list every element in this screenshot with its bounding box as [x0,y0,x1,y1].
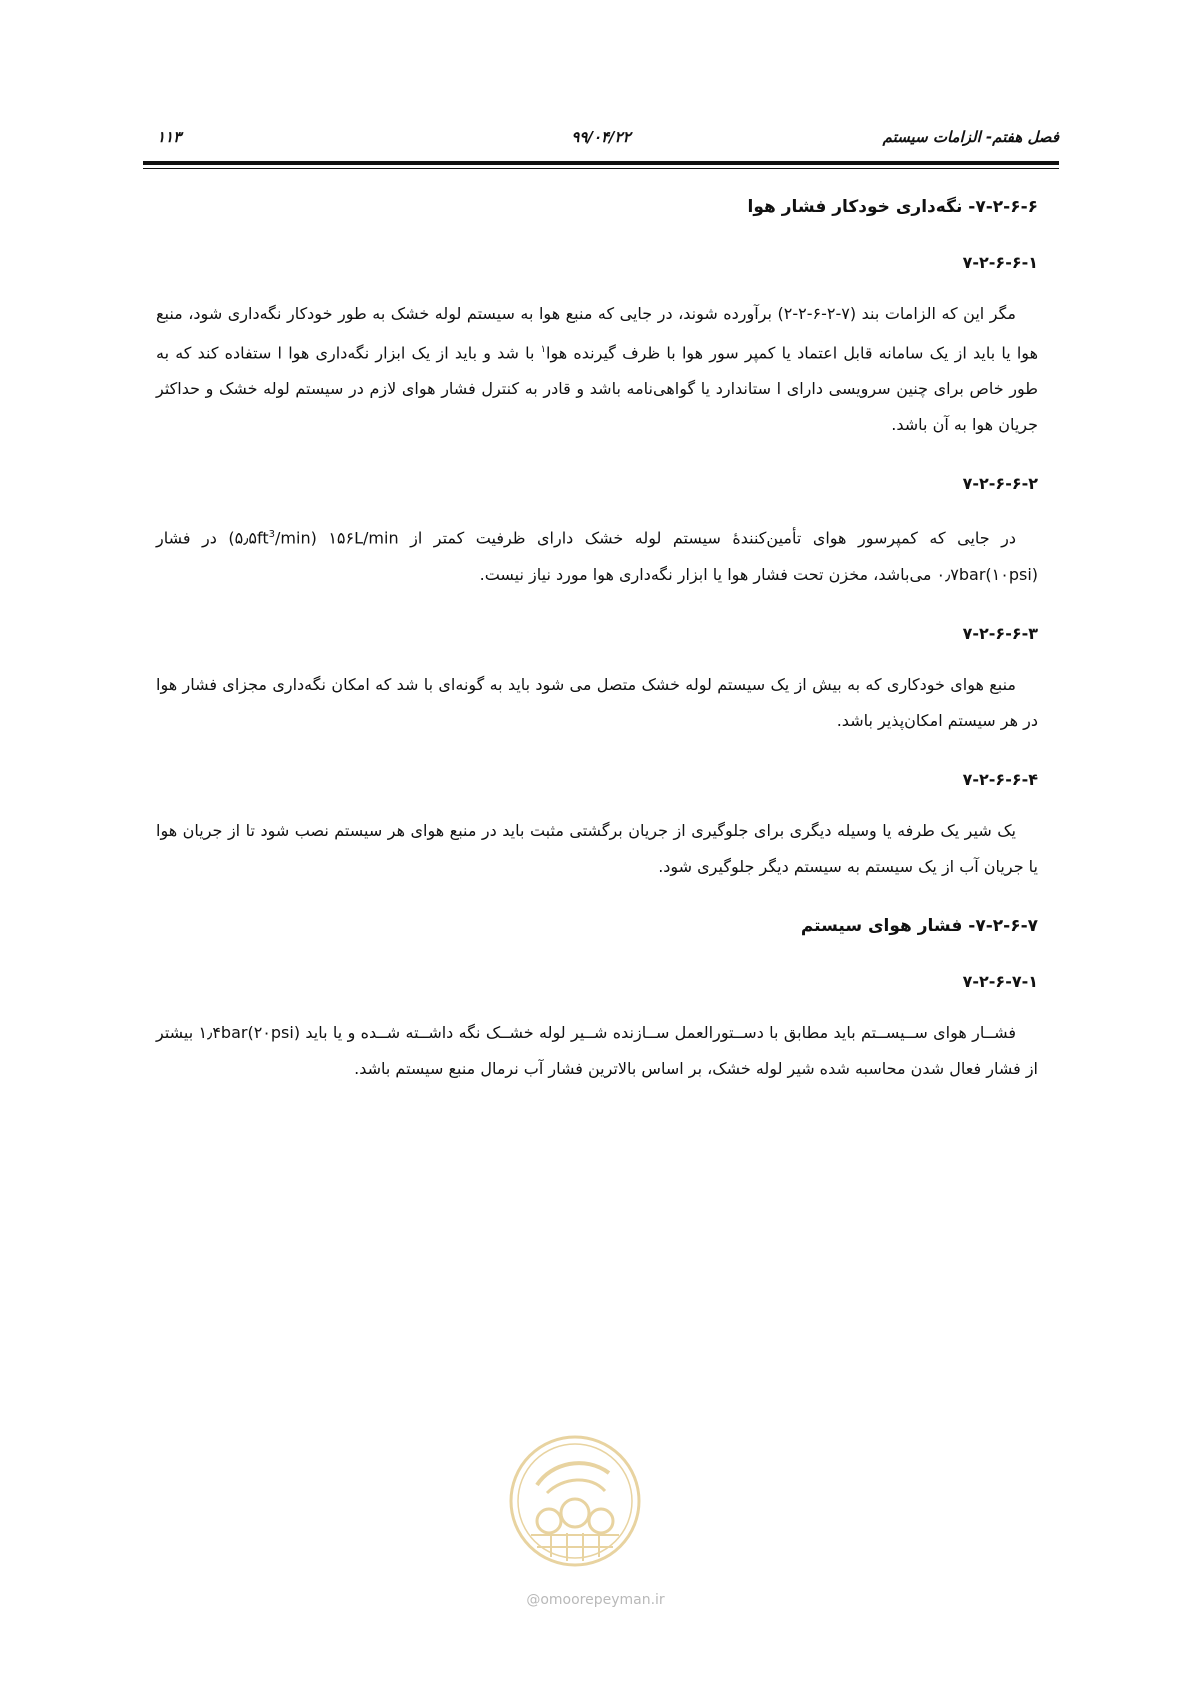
clause-number: ۷-۲-۶-۶-۴ [962,769,1038,789]
clause-text-part: مگر این که الزامات بند (۷-۲-۶-۲-۲) برآورده شوند، در جایی که منبع هوا به سیستم لوله خشک به طور خودکار نگه‌داری شود، منبع هوا یا باید از یک سامانه قابل اعتماد یا کمپر سور هوا با ظرف گیرنده هوا [156,304,1039,363]
clause-text-part: /min) در فشار ۰٫۷bar(۱۰psi) می‌باشد، مخزن تحت فشار هوا یا ابزار نگه‌داری هوا مورد نیاز نیست. [156,528,1038,584]
clause-number: ۷-۲-۶-۶-۳ [962,623,1038,643]
page-header [143,128,1059,150]
watermark-url: @omoorepeyman.ir [526,1592,665,1608]
clause-number: ۷-۲-۶-۷-۱ [962,971,1038,991]
superscript: 3 [268,529,276,541]
clause-number: ۷-۲-۶-۶-۱ [962,253,1038,272]
publisher-logo-icon [507,1433,643,1569]
footnote-marker: ۱ [540,344,547,355]
clause-text-part: با شد و باید از یک ابزار نگه‌داری هوا ا ستفاده کند که به طور خاص برای چنین سرویسی دارای ا ستاندارد یا گواهی‌نامه باشد و قادر به کنترل فشار هوای لازم در سیستم لوله خشک و حداکثر جریان هوا به آن باشد. [156,343,1038,435]
clause-text-part: در جایی که کمپرسور هوای تأمین‌کنندهٔ سیستم لوله خشک دارای ظرفیت کمتر از ۱۵۶L/min (۵٫۵ft [234,528,1017,548]
clause-number: ۷-۲-۶-۶-۲ [962,474,1038,494]
clause-text [156,517,1038,592]
chapter-title: فصل هفتم- الزامات سیستم [882,128,1059,146]
section-heading-auto-air-maintenance: ۷-۲-۶-۶- نگه‌داری خودکار فشار هوا [747,197,1038,217]
clause-text: فشــار هوای ســیســتم باید مطابق با دســتورالعمل ســازنده شــیر لوله خشــک نگه داشــته شــده و یا باید ۱٫۴bar(۲۰psi) بیشتر از فشار فعال شدن محاسبه شده شیر لوله خشک، بر اساس بالاترین فشار آب نرمال منبع سیستم باشد. [156,1022,1038,1078]
header-rule-thick [143,161,1059,165]
page-body [156,192,1038,1113]
section-heading-system-air-pressure: ۷-۲-۶-۷- فشار هوای سیستم [800,915,1038,936]
clause-text: یک شیر یک طرفه یا وسیله دیگری برای جلوگیری از جریان برگشتی مثبت باید در منبع هوای هر سیستم نصب شود تا از جریان هوا یا جریان آب از یک سیستم به سیستم دیگر جلوگیری شود. [156,820,1038,876]
header-date: ۹۹/۰۴/۲۲ [571,128,631,146]
header-rule-thin [143,168,1059,169]
page-number: ۱۱۳ [157,128,182,146]
clause-text [156,296,1038,443]
clause-text: منبع هوای خودکاری که به بیش از یک سیستم لوله خشک متصل می شود باید به گونه‌ای با شد که امکان نگه‌داری مجزای فشار هوا در هر سیستم امکان‌پذیر باشد. [156,674,1038,730]
